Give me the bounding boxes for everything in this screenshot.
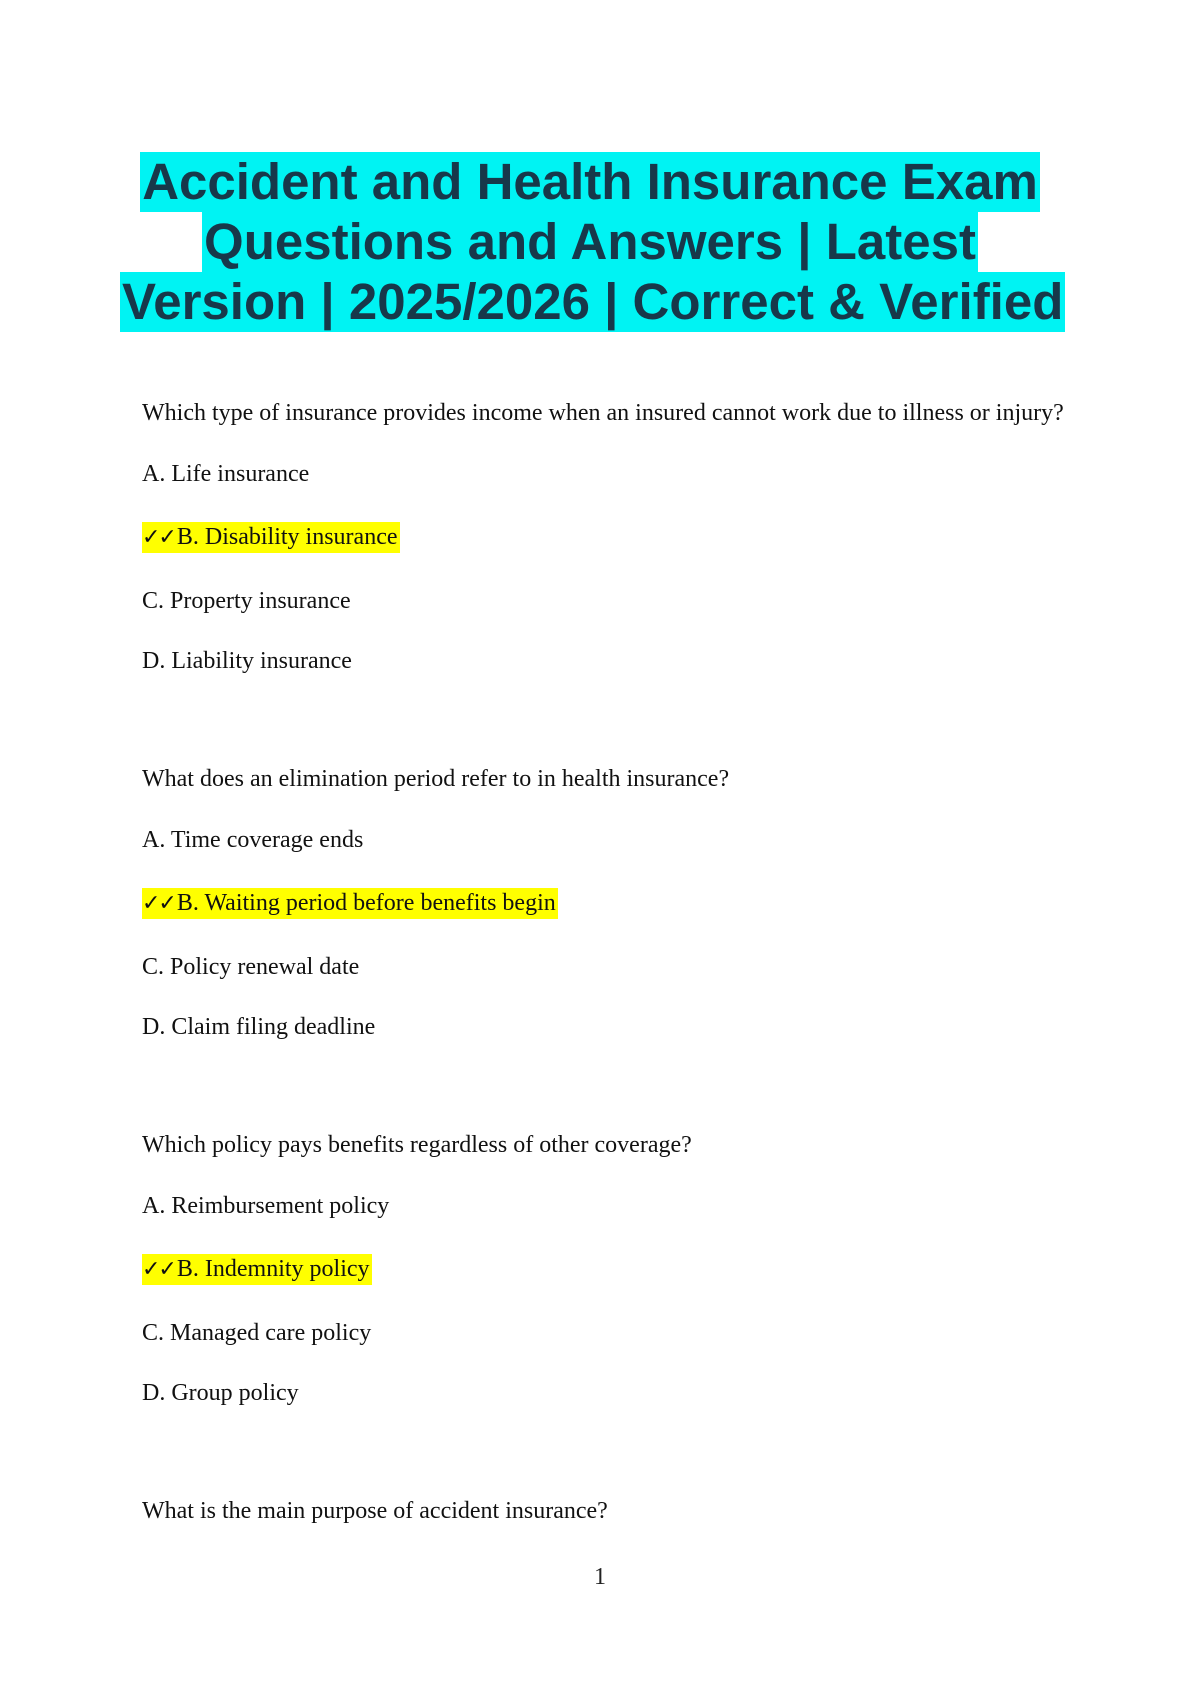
answer-option-label: B. Disability insurance — [176, 524, 398, 550]
question-text: What does an elimination period refer to in health insurance? — [142, 766, 730, 792]
title-line: Questions and Answers | Latest — [204, 213, 976, 270]
question-text: Which type of insurance provides income when an insured cannot work due to illness or injury? — [142, 400, 1064, 426]
answer-option: A. Reimbursement policy — [142, 1193, 390, 1219]
document-title — [120, 152, 1064, 332]
correct-answer-option — [142, 1254, 372, 1285]
answer-option-label: B. Waiting period before benefits begin — [176, 890, 556, 916]
correct-answer-option — [142, 522, 400, 553]
answer-option: C. Managed care policy — [142, 1320, 372, 1346]
double-check-icon: ✓✓ — [142, 1257, 175, 1282]
page-number: 1 — [594, 1564, 606, 1590]
answer-option: D. Group policy — [142, 1380, 299, 1406]
title-line: Accident and Health Insurance Exam — [142, 153, 1038, 210]
double-check-icon: ✓✓ — [142, 891, 175, 916]
answer-option: C. Property insurance — [142, 588, 351, 614]
correct-answer-option — [142, 888, 558, 919]
double-check-icon: ✓✓ — [142, 525, 175, 550]
answer-option: A. Life insurance — [142, 461, 310, 487]
question-text: Which policy pays benefits regardless of other coverage? — [142, 1132, 692, 1158]
answer-option: D. Liability insurance — [142, 648, 352, 674]
question-text: What is the main purpose of accident insurance? — [142, 1498, 608, 1524]
title-line: Version | 2025/2026 | Correct & Verified — [122, 273, 1064, 330]
answer-option: A. Time coverage ends — [142, 827, 364, 853]
answer-option: C. Policy renewal date — [142, 954, 360, 980]
answer-option-label: B. Indemnity policy — [176, 1256, 370, 1282]
answer-option: D. Claim filing deadline — [142, 1014, 376, 1040]
